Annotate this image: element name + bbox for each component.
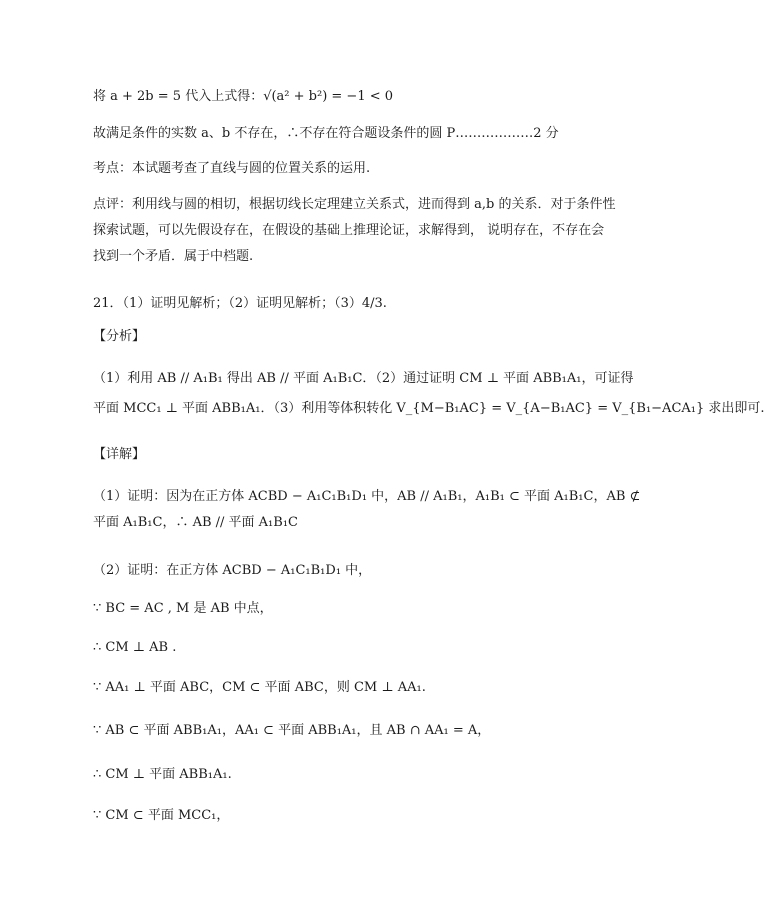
text-line-10: 平面 MCC₁ ⊥ 平面 ABB₁A₁．（3）利用等体积转化 V_{M−B₁AC} = V_{A−B₁AC} = V_{B₁−ACA₁} 求出即可. bbox=[93, 401, 765, 416]
section-detail: 【详解】 bbox=[93, 447, 146, 462]
text-line-19: ∴ CM ⊥ 平面 ABB₁A₁. bbox=[93, 767, 232, 782]
text-line-3: 考点：本试题考查了直线与圆的位置关系的运用. bbox=[93, 161, 371, 176]
text-line-9: （1）利用 AB // A₁B₁ 得出 AB // 平面 A₁B₁C．（2）通过证明 CM ⊥ 平面 ABB₁A₁，可证得 bbox=[93, 371, 634, 386]
text-line-14: （2）证明：在正方体 ACBD − A₁C₁B₁D₁ 中， bbox=[93, 563, 372, 578]
text-line-20: ∵ CM ⊂ 平面 MCC₁， bbox=[93, 808, 230, 823]
text-line-17: ∵ AA₁ ⊥ 平面 ABC，CM ⊂ 平面 ABC，则 CM ⊥ AA₁. bbox=[93, 680, 426, 695]
text-line-6: 找到一个矛盾．属于中档题. bbox=[93, 249, 254, 264]
text-line-5: 探索试题，可以先假设存在，在假设的基础上推理论证，求解得到， 说明存在，不存在会 bbox=[93, 223, 605, 238]
text-line-16: ∴ CM ⊥ AB . bbox=[93, 640, 177, 655]
section-analysis: 【分析】 bbox=[93, 329, 146, 344]
text-line-4: 点评：利用线与圆的相切，根据切线长定理建立关系式，进而得到 a,b 的关系．对于条件性 bbox=[93, 197, 616, 212]
text-line-15: ∵ BC = AC , M 是 AB 中点， bbox=[93, 601, 273, 616]
text-line-18: ∵ AB ⊂ 平面 ABB₁A₁，AA₁ ⊂ 平面 ABB₁A₁，且 AB ∩ AA₁ = A， bbox=[93, 723, 491, 738]
text-line-1: 将 a + 2b = 5 代入上式得：√(a² + b²) = −1 < 0 bbox=[93, 89, 394, 104]
text-line-7: 21．（1）证明见解析；（2）证明见解析；（3）4/3. bbox=[93, 296, 387, 311]
text-line-2: 故满足条件的实数 a、b 不存在，∴不存在符合题设条件的圆 P………………2 分 bbox=[93, 126, 559, 141]
text-line-13: 平面 A₁B₁C，∴ AB // 平面 A₁B₁C bbox=[93, 515, 298, 530]
text-line-12: （1）证明：因为在正方体 ACBD − A₁C₁B₁D₁ 中，AB // A₁B₁，A₁B₁ ⊂ 平面 A₁B₁C，AB ⊄ bbox=[93, 489, 641, 504]
